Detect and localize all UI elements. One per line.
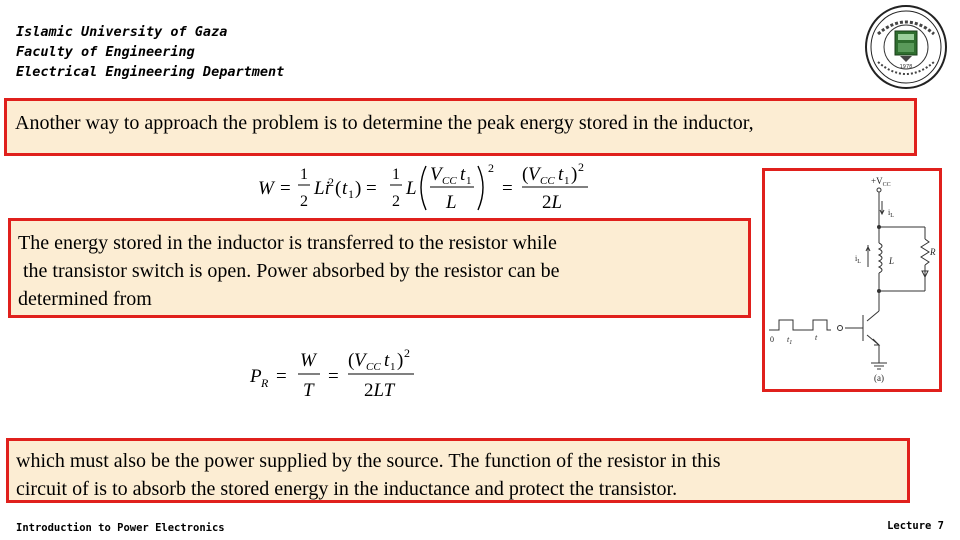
svg-text:V: V <box>430 164 442 185</box>
svg-text:R: R <box>261 376 269 390</box>
energy-transfer-line: the transistor switch is open. Power absorbed by the resistor can be <box>18 260 560 282</box>
svg-text:V: V <box>354 350 366 371</box>
svg-text:=: = <box>366 178 377 199</box>
svg-text:t: t <box>384 350 390 371</box>
svg-text:1: 1 <box>300 166 308 183</box>
svg-text:L: L <box>446 192 457 213</box>
svg-text:=: = <box>280 178 291 199</box>
conclusion-line: circuit of is to absorb the stored energy in the inductance and protect the transistor. <box>16 478 678 500</box>
svg-text:T: T <box>303 380 314 401</box>
time-zero-label: 0 <box>770 335 774 344</box>
resistor-label: R <box>930 247 936 257</box>
svg-text:P: P <box>250 366 262 387</box>
svg-text:2: 2 <box>488 161 494 175</box>
energy-transfer-line: The energy stored in the inductor is transferred to the resistor while <box>18 232 557 254</box>
svg-text:t: t <box>558 164 564 185</box>
svg-text:L: L <box>406 178 417 199</box>
energy-transfer-text <box>18 229 560 313</box>
department-name: Electrical Engineering Department <box>16 64 285 80</box>
svg-text:2: 2 <box>404 346 410 360</box>
svg-text:CC: CC <box>540 175 555 187</box>
energy-transfer-line: determined from <box>18 288 152 310</box>
faculty-name: Faculty of Engineering <box>16 44 195 60</box>
conclusion-box <box>6 438 910 503</box>
svg-text:t: t <box>460 164 466 185</box>
svg-text:=: = <box>502 178 513 199</box>
circuit-caption: (a) <box>874 373 884 383</box>
svg-text:): ) <box>397 350 404 371</box>
svg-text:): ) <box>355 178 362 199</box>
inductor-label: L <box>889 256 895 266</box>
svg-text:1: 1 <box>392 166 400 183</box>
svg-text:1: 1 <box>466 175 472 187</box>
svg-text:1978: 1978 <box>899 64 913 70</box>
circuit-diagram-frame <box>762 168 942 392</box>
inductor-current-label: $i_L$ <box>855 254 861 265</box>
svg-text:2: 2 <box>300 193 308 210</box>
svg-text:t: t <box>342 178 348 199</box>
intro-statement-text: Another way to approach the problem is to determine the peak energy stored in the inductor, <box>15 112 754 134</box>
power-equation <box>248 344 438 404</box>
svg-text:CC: CC <box>442 175 457 187</box>
inductor-transistor-circuit <box>765 171 939 389</box>
svg-text:(: ( <box>335 178 342 199</box>
intro-statement-box <box>4 98 917 156</box>
svg-text:V: V <box>528 164 540 185</box>
svg-text:=: = <box>276 366 287 387</box>
conclusion-line: which must also be the power supplied by the source. The function of the resistor in this <box>16 450 721 472</box>
lecture-number-footer: Lecture 7 <box>887 520 944 532</box>
il-current-label: $i_L$ <box>888 208 894 219</box>
conclusion-text <box>16 447 721 503</box>
university-seal-logo <box>864 4 948 90</box>
vcc-label: $+V_{CC}$ <box>871 176 891 188</box>
course-title-footer: Introduction to Power Electronics <box>16 522 225 534</box>
energy-equation <box>256 158 596 216</box>
svg-text:Li: Li <box>314 178 330 199</box>
energy-transfer-box <box>8 218 751 318</box>
time-label: t <box>815 333 818 342</box>
university-name: Islamic University of Gaza <box>16 24 228 40</box>
svg-text:1: 1 <box>348 187 354 201</box>
svg-text:1: 1 <box>564 175 570 187</box>
svg-text:W: W <box>258 178 274 199</box>
svg-text:(: ( <box>348 350 355 371</box>
svg-text:(: ( <box>522 164 529 185</box>
svg-text:2LT: 2LT <box>364 380 395 401</box>
institution-header <box>16 22 284 82</box>
svg-text:2L: 2L <box>542 192 563 213</box>
svg-text:W: W <box>300 350 316 371</box>
svg-text:CC: CC <box>366 361 381 373</box>
svg-text:1: 1 <box>390 361 396 373</box>
svg-text:): ) <box>571 164 578 185</box>
t1-label: $t_1$ <box>787 335 793 346</box>
svg-text:2: 2 <box>578 160 584 174</box>
svg-text:=: = <box>328 366 339 387</box>
svg-text:2: 2 <box>328 175 334 189</box>
svg-text:2: 2 <box>392 193 400 210</box>
